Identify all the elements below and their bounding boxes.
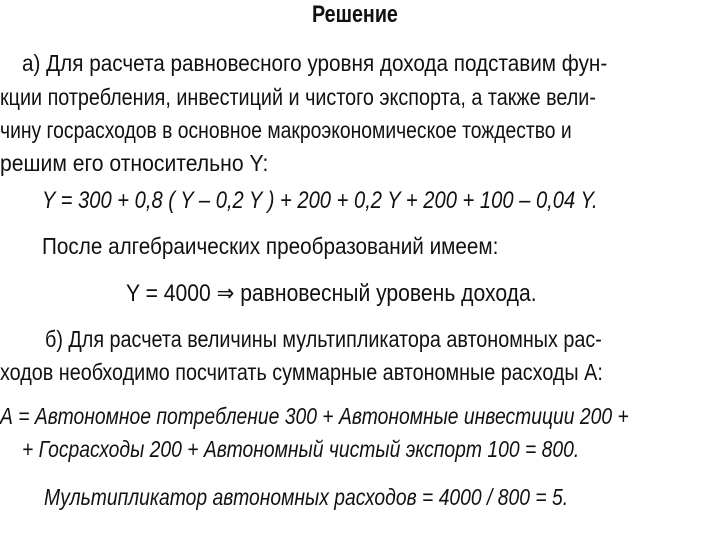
- part-a-line-3: чину госрасходов в основное макроэкономическое тождество и: [0, 117, 572, 143]
- part-a-line-4: решим его относительно Y:: [0, 150, 269, 176]
- part-b-line-5: Мультипликатор автономных расходов = 4000 / 800 = 5.: [44, 484, 569, 510]
- equation-result: Y = 4000 ⇒ равновесный уровень дохода.: [126, 280, 537, 307]
- part-b-line-2: ходов необходимо посчитать суммарные автономные расходы А:: [0, 359, 603, 385]
- part-b-line-1: б) Для расчета величины мультипликатора автономных рас-: [45, 326, 602, 352]
- part-b-line-4: + Госрасходы 200 + Автономный чистый экспорт 100 = 800.: [22, 436, 580, 462]
- after-transformations-text: После алгебраических преобразований имеем:: [42, 233, 499, 259]
- part-b-line-3: А = Автономное потребление 300 + Автономные инвестиции 200 +: [0, 403, 629, 429]
- heading-solution: Решение: [312, 1, 398, 28]
- equation-income: Y = 300 + 0,8 ( Y – 0,2 Y ) + 200 + 0,2 Y + 200 + 100 – 0,04 Y.: [42, 187, 598, 214]
- part-a-line-1: а) Для расчета равновесного уровня дохода подставим фун-: [22, 50, 608, 76]
- part-a-line-2: кции потребления, инвестиций и чистого экспорта, а также вели-: [0, 84, 596, 110]
